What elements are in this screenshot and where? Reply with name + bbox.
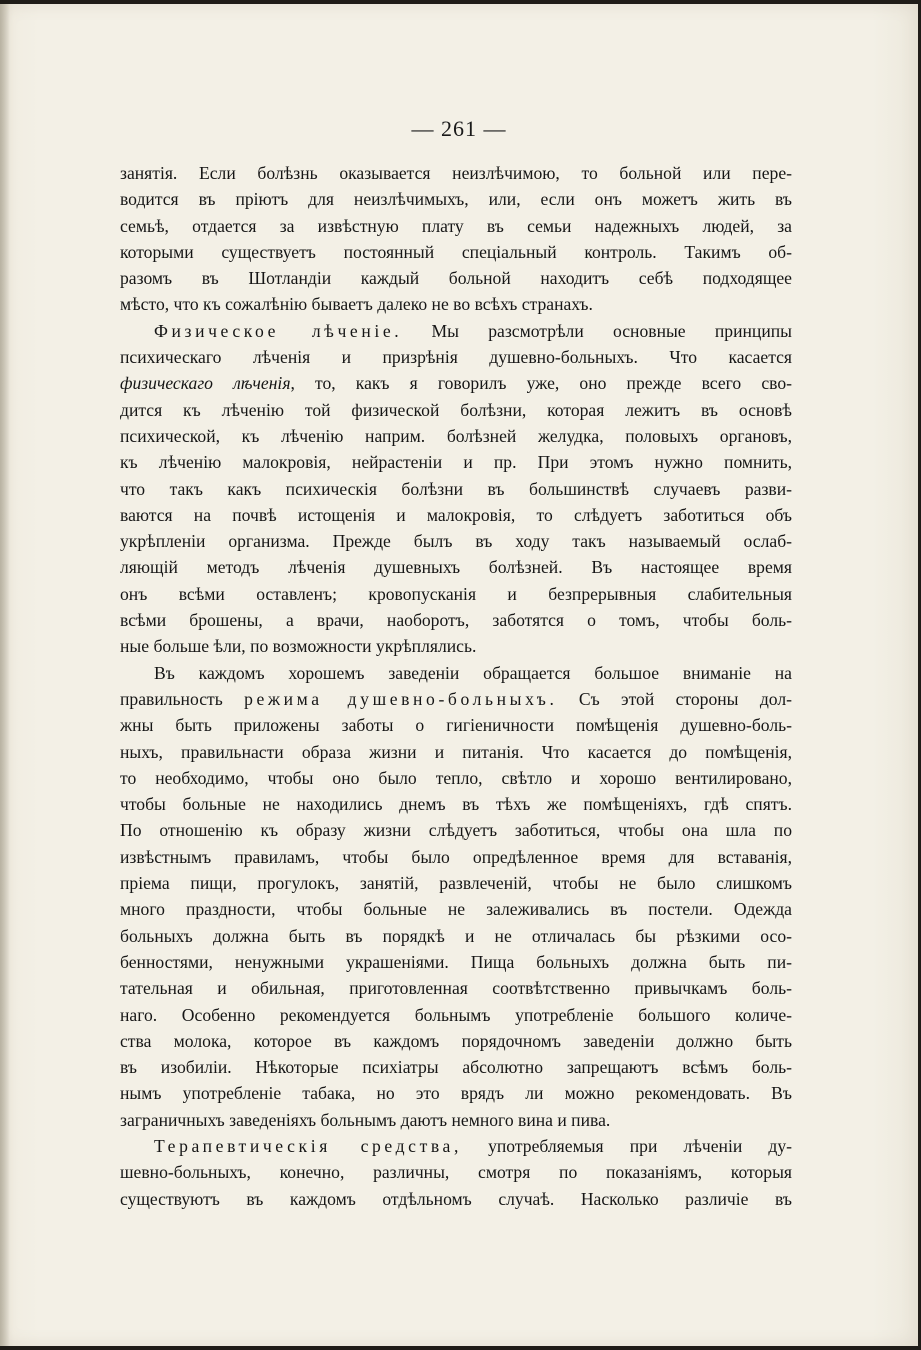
text-line: психическаго лѣченія и призрѣнія душевно-больныхъ. Что касается: [120, 347, 792, 368]
text-line: укрѣпленіи организма. Прежде былъ въ ходу такъ называемый ослаб-: [120, 531, 792, 552]
page-number: — 261 —: [411, 116, 507, 141]
text-line: то необходимо, чтобы оно было тепло, свѣтло и хорошо вентилировано,: [120, 767, 792, 788]
text-line: ляющій методъ лѣченія душевныхъ болѣзней. Въ настоящее время: [120, 557, 792, 578]
text-line: семьѣ, отдается за извѣстную плату въ семьи надежныхъ людей, за: [120, 215, 792, 236]
text-line: [120, 1133, 792, 1159]
text-span: правильность: [120, 688, 245, 709]
text-line: онъ всѣми оставленъ; кровопусканія и безпрерывныя слабительныя: [120, 583, 792, 604]
text-line: ныхъ, правильнасти образа жизни и питанія. Что касается до помѣщенія,: [120, 741, 792, 762]
text-line: ства молока, которое въ каждомъ порядочномъ заведеніи должно быть: [120, 1030, 792, 1051]
text-line: въ изобиліи. Нѣкоторые психіатры абсолютно запрещаютъ всѣмъ боль-: [120, 1057, 792, 1078]
text-span: , то, какъ я говорилъ уже, оно прежде всего сво-: [290, 373, 792, 394]
text-line: [120, 318, 792, 344]
text-line: къ лѣченію малокровія, нейрастеніи и пр. При этомъ нужно помнить,: [120, 452, 792, 473]
binding-gutter: [0, 4, 10, 1346]
text-line: чтобы больные не находились днемъ въ тѣхъ же помѣщеніяхъ, гдѣ спятъ.: [120, 794, 792, 815]
text-span: Мы разсмотрѣли основные принципы: [402, 320, 792, 341]
text-line: существуютъ въ каждомъ отдѣльномъ случаѣ. Насколько различіе въ: [120, 1188, 792, 1209]
text-line: жны быть приложены заботы о гигіеничности помѣщенія душевно-боль-: [120, 715, 792, 736]
emphasis-text: физическаго лѣченія: [120, 373, 291, 394]
text-line: наго. Особенно рекомендуется больнымъ употребленіе большого количе-: [120, 1004, 792, 1025]
text-span: употребляемыя при лѣченіи ду-: [461, 1135, 792, 1156]
text-span: Съ этой стороны дол-: [557, 688, 792, 709]
text-line: [120, 686, 792, 712]
text-line: водится въ пріютъ для неизлѣчимыхъ, или, если онъ можетъ жить въ: [120, 189, 792, 210]
text-line: бенностями, ненужными украшеніями. Пища больныхъ должна быть пи-: [120, 951, 792, 972]
spaced-emphasis: режима душевно-больныхъ.: [244, 688, 558, 709]
text-line: Въ каждомъ хорошемъ заведеніи обращается большое вниманіе на: [154, 662, 792, 683]
text-line: По отношенію къ образу жизни слѣдуетъ заботиться, чтобы она шла по: [120, 820, 792, 841]
text-line: дится къ лѣченію той физической болѣзни, которая лежитъ въ основѣ: [120, 399, 792, 420]
text-line: разомъ въ Шотландіи каждый больной находитъ себѣ подходящее: [120, 268, 792, 289]
text-line: нымъ употребленіе табака, но это врядъ ли можно рекомендовать. Въ: [120, 1083, 792, 1104]
text-line: ные больше ѣли, по возможности укрѣплялись.: [120, 636, 477, 657]
text-line: тательная и обильная, приготовленная соотвѣтственно привычкамъ боль-: [120, 978, 792, 999]
text-line: заграничныхъ заведеніяхъ больнымъ даютъ немного вина и пива.: [120, 1109, 611, 1130]
section-heading-physical-treatment: Физическое лѣченіе.: [154, 320, 403, 341]
text-line: которыми существуетъ постоянный спеціальный контроль. Такимъ об-: [120, 241, 792, 262]
text-line: мѣсто, что къ сожалѣнію бываетъ далеко не во всѣхъ странахъ.: [120, 294, 593, 315]
book-page: [0, 4, 918, 1346]
text-line: шевно-больныхъ, конечно, различны, смотря по показаніямъ, которыя: [120, 1162, 792, 1183]
text-line: что такъ какъ психическія болѣзни въ большинствѣ случаевъ разви-: [120, 478, 792, 499]
text-line: ваются на почвѣ истощенія и малокровія, то слѣдуетъ заботиться объ: [120, 504, 792, 525]
text-line: психической, къ лѣченію наприм. болѣзней желудка, половыхъ органовъ,: [120, 425, 792, 446]
text-line: [120, 370, 792, 396]
text-line: больныхъ должна быть въ порядкѣ и не отличалась бы рѣзкими осо-: [120, 925, 792, 946]
body-text: [120, 160, 792, 1212]
text-line: пріема пищи, прогулокъ, занятій, развлеченій, чтобы не было слишкомъ: [120, 873, 792, 894]
text-line: извѣстнымъ правиламъ, чтобы было опредѣленное время для вставанія,: [120, 846, 792, 867]
text-line: всѣми брошены, а врачи, наоборотъ, заботятся о томъ, чтобы боль-: [120, 610, 792, 631]
text-line: занятія. Если болѣзнь оказывается неизлѣчимою, то больной или пере-: [120, 163, 792, 183]
text-line: много праздности, чтобы больные не залеживались въ постели. Одежда: [120, 899, 792, 920]
section-heading-therapeutic-means: Терапевтическія средства,: [154, 1135, 462, 1156]
